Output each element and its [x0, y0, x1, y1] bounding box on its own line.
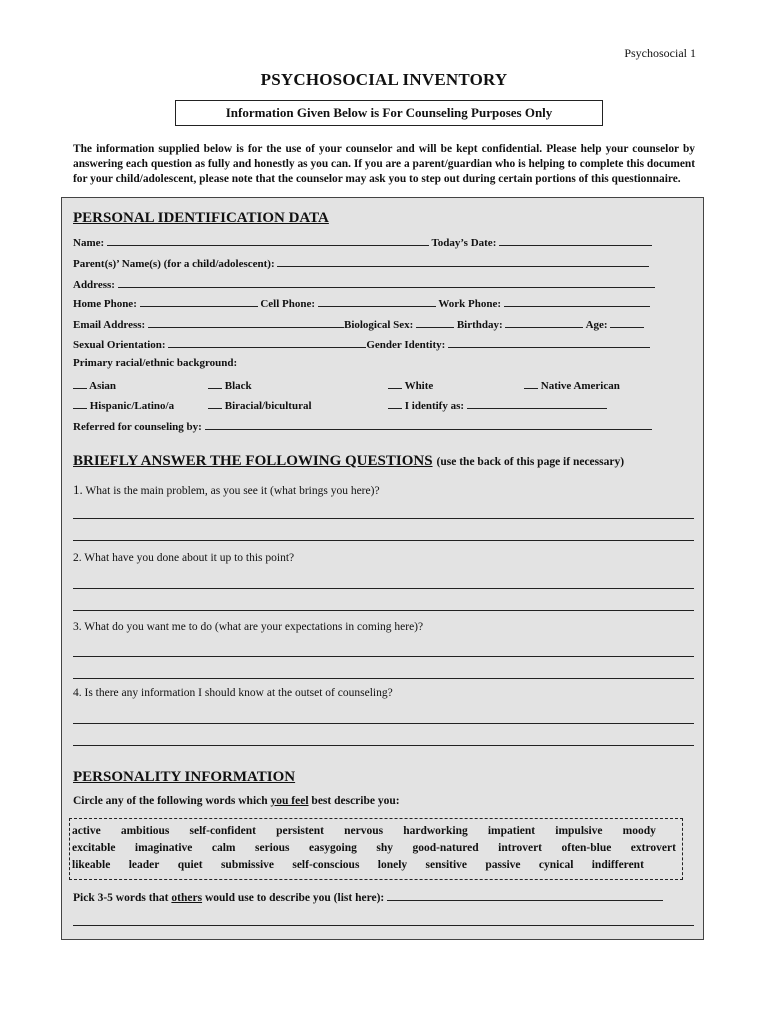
question-1 [73, 482, 380, 498]
referred-field[interactable] [205, 419, 652, 430]
phone-row [73, 296, 650, 310]
question-number: 3. [73, 621, 82, 633]
todays-date-field[interactable] [499, 235, 652, 246]
referred-row [73, 419, 652, 433]
question-number: 2. [73, 552, 82, 564]
personal-section-heading: PERSONAL IDENTIFICATION DATA [73, 210, 329, 226]
trait-word[interactable]: impulsive [555, 825, 603, 837]
instruction-emphasis: you feel [270, 795, 309, 807]
answer-2-line-1[interactable] [73, 588, 694, 589]
bio-sex-field[interactable] [416, 317, 454, 328]
age-label: Age: [585, 319, 608, 331]
racial-option-hispanic[interactable] [73, 398, 174, 412]
sexual-orientation-field[interactable] [168, 337, 366, 348]
trait-word[interactable]: easygoing [308, 842, 357, 854]
trait-word[interactable]: passive [485, 859, 521, 871]
trait-word[interactable]: likeable [72, 859, 111, 871]
work-phone-label: Work Phone: [438, 298, 502, 310]
personality-section-heading: PERSONALITY INFORMATION [73, 769, 296, 785]
racial-option-native-american[interactable] [524, 378, 620, 392]
parents-field[interactable] [277, 256, 649, 267]
trait-row-2 [72, 840, 676, 857]
trait-word[interactable]: lonely [377, 859, 408, 871]
cell-phone-label: Cell Phone: [260, 298, 316, 310]
checkbox-blank[interactable] [524, 378, 538, 389]
trait-word[interactable]: quiet [177, 859, 203, 871]
trait-word[interactable]: hardworking [403, 825, 468, 837]
trait-row-1 [72, 823, 676, 840]
option-label: White [404, 380, 434, 392]
question-text: What is the main problem, as you see it (what brings you here)? [85, 485, 380, 497]
parents-label: Parent(s)’ Name(s) (for a child/adolescent): [73, 258, 275, 270]
trait-word[interactable]: calm [211, 842, 236, 854]
home-phone-field[interactable] [140, 296, 258, 307]
gender-identity-label: Gender Identity: [366, 339, 446, 351]
answer-3-line-1[interactable] [73, 656, 694, 657]
intro-paragraph: The information supplied below is for the use of your counselor and will be kept confidential. Please help your counselor by answering each question as fully and honestly as you can. If you are a parent/guardian who is helping to complete this document for your child/adolescent, please note that the counselor may ask you to step out during certain portions of this questionnaire. [73, 143, 695, 186]
option-label: I identify as: [404, 400, 465, 412]
birthday-field[interactable] [505, 317, 583, 328]
checkbox-blank[interactable] [73, 398, 87, 409]
question-2 [73, 552, 294, 564]
trait-word[interactable]: serious [254, 842, 290, 854]
trait-word[interactable]: imaginative [134, 842, 193, 854]
pick-emphasis: others [171, 892, 203, 904]
confidentiality-notice: Information Given Below is For Counseling Purposes Only [175, 100, 603, 126]
question-text: Is there any information I should know at the outset of counseling? [84, 687, 393, 699]
racial-option-biracial[interactable] [208, 398, 312, 412]
todays-date-label: Today’s Date: [431, 237, 497, 249]
checkbox-blank[interactable] [388, 398, 402, 409]
pick-words-row [73, 890, 663, 904]
address-row [73, 277, 655, 291]
trait-word[interactable]: good-natured [412, 842, 479, 854]
answer-4-line-2[interactable] [73, 745, 694, 746]
age-field[interactable] [610, 317, 644, 328]
trait-word[interactable]: extrovert [630, 842, 676, 854]
trait-word[interactable]: ambitious [120, 825, 170, 837]
checkbox-blank[interactable] [388, 378, 402, 389]
racial-heading: Primary racial/ethnic background: [73, 357, 238, 369]
answer-2-line-2[interactable] [73, 610, 694, 611]
option-label: Hispanic/Latino/a [89, 400, 175, 412]
trait-word[interactable]: impatient [487, 825, 536, 837]
sexual-orientation-label: Sexual Orientation: [73, 339, 166, 351]
name-label: Name: [73, 237, 105, 249]
question-4 [73, 687, 393, 699]
answer-4-line-1[interactable] [73, 723, 694, 724]
email-field[interactable] [148, 317, 344, 328]
name-row [73, 235, 652, 249]
option-label: Native American [540, 380, 620, 392]
questions-note: (use the back of this page if necessary) [436, 456, 625, 468]
self-identify-field[interactable] [467, 398, 607, 409]
questions-section-heading: BRIEFLY ANSWER THE FOLLOWING QUESTIONS [73, 453, 433, 469]
trait-word[interactable]: leader [128, 859, 160, 871]
pick-text-end: would use to describe you (list here): [204, 892, 385, 904]
pick-words-field[interactable] [387, 890, 663, 901]
address-field[interactable] [118, 277, 655, 288]
trait-word[interactable]: moody [622, 825, 656, 837]
trait-word[interactable]: cynical [538, 859, 574, 871]
email-row [73, 317, 644, 331]
question-number: 1. [73, 482, 83, 497]
trait-word[interactable]: self-confident [189, 825, 256, 837]
instruction-text: Circle any of the following words which [73, 795, 268, 807]
trait-word[interactable]: submissive [220, 859, 274, 871]
trait-word[interactable]: active [72, 825, 101, 837]
trait-word-box [69, 818, 683, 880]
question-text: What do you want me to do (what are your expectations in coming here)? [84, 621, 424, 633]
pick-text: Pick 3-5 words that [73, 892, 169, 904]
gender-identity-field[interactable] [448, 337, 650, 348]
questions-heading-row [73, 452, 624, 470]
racial-option-self-identify[interactable] [388, 398, 607, 412]
trait-word[interactable]: shy [376, 842, 393, 854]
trait-word[interactable]: indifferent [591, 859, 644, 871]
personality-instruction [73, 795, 400, 807]
checkbox-blank[interactable] [208, 398, 222, 409]
pick-words-line-2[interactable] [73, 925, 694, 926]
question-number: 4. [73, 687, 82, 699]
instruction-text-end: best describe you: [311, 795, 400, 807]
email-label: Email Address: [73, 319, 146, 331]
running-head: Psychosocial 1 [624, 46, 696, 60]
home-phone-label: Home Phone: [73, 298, 137, 310]
checkbox-blank[interactable] [208, 378, 222, 389]
checkbox-blank[interactable] [73, 378, 87, 389]
bio-sex-label: Biological Sex: [343, 319, 414, 331]
trait-word[interactable]: excitable [72, 842, 116, 854]
option-label: Biracial/bicultural [224, 400, 312, 412]
orientation-row [73, 337, 650, 351]
parents-row [73, 256, 649, 270]
birthday-label: Birthday: [456, 319, 503, 331]
trait-word[interactable]: introvert [498, 842, 543, 854]
name-field[interactable] [107, 235, 429, 246]
work-phone-field[interactable] [504, 296, 650, 307]
form-panel [61, 197, 704, 940]
address-label: Address: [73, 279, 115, 291]
question-text: What have you done about it up to this point? [84, 552, 295, 564]
answer-3-line-2[interactable] [73, 678, 694, 679]
trait-word[interactable]: self-conscious [292, 859, 360, 871]
racial-option-black[interactable] [208, 378, 252, 392]
racial-option-asian[interactable] [73, 378, 116, 392]
answer-1-line-2[interactable] [73, 540, 694, 541]
referred-label: Referred for counseling by: [73, 421, 202, 433]
trait-word[interactable]: persistent [276, 825, 324, 837]
cell-phone-field[interactable] [318, 296, 436, 307]
trait-word[interactable]: nervous [344, 825, 384, 837]
document-title: PSYCHOSOCIAL INVENTORY [260, 70, 508, 89]
question-3 [73, 621, 423, 633]
answer-1-line-1[interactable] [73, 518, 694, 519]
trait-word[interactable]: often-blue [561, 842, 612, 854]
option-label: Asian [89, 380, 117, 392]
trait-row-3 [72, 857, 676, 874]
option-label: Black [224, 380, 252, 392]
racial-option-white[interactable] [388, 378, 433, 392]
trait-word[interactable]: sensitive [425, 859, 468, 871]
